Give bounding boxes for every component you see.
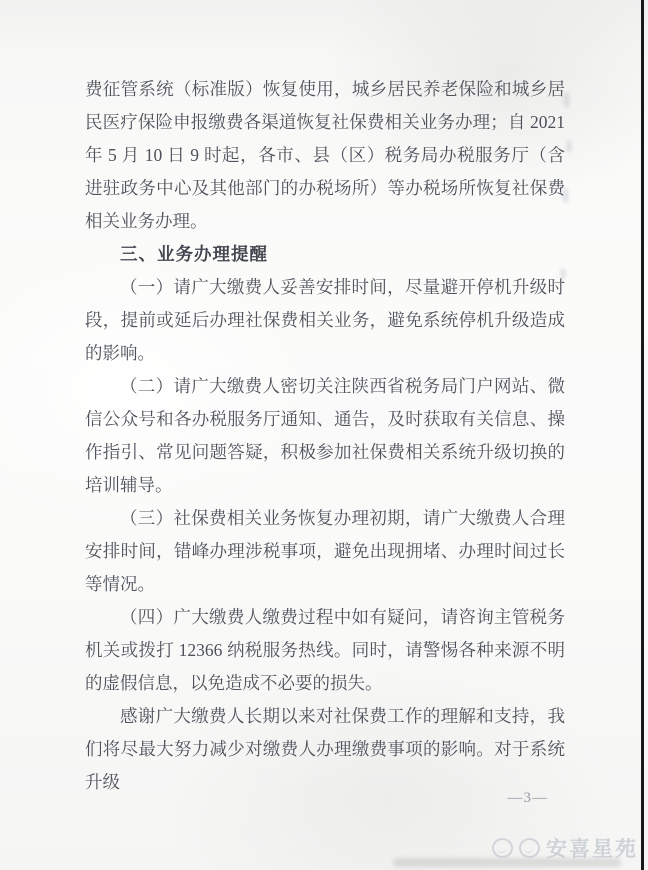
document-body (85, 73, 565, 799)
paragraph-reminder-3: （三）社保费相关业务恢复办理初期，请广大缴费人合理安排时间，错峰办理涉税事项，避免出现拥堵、办理时间过长等情况。 (85, 508, 565, 594)
watermark (492, 833, 638, 863)
smiley-icon (519, 838, 540, 858)
smiley-icon (492, 838, 513, 858)
paragraph-reminder-1: （一）请广大缴费人妥善安排时间，尽量避开停机升级时段，提前或延后办理社保费相关业务，避免系统停机升级造成的影响。 (85, 277, 565, 363)
paragraph-closing: 感谢广大缴费人长期以来对社保费工作的理解和支持，我们将尽最大努力减少对缴费人办理缴费事项的影响。对于系统升级 (85, 706, 565, 792)
scan-edge-line (641, 0, 644, 870)
paragraph-continuation: 费征管系统（标准版）恢复使用，城乡居民养老保险和城乡居民医疗保险申报缴费各渠道恢复社保费相关业务办理；自 2021 年 5 月 10 日 9 时起，各市、县（区）税务局办税服务厅（含进驻政务中心及其他部门的办税场所）等办税场所恢复社保费相关业务办理。 (85, 79, 565, 231)
page-number: —3— (507, 790, 548, 806)
paragraph-reminder-2: （二）请广大缴费人密切关注陕西省税务局门户网站、微信公众号和各办税服务厅通知、通告，及时获取有关信息、操作指引、常见问题答疑，积极参加社保费相关系统升级切换的培训辅导。 (85, 376, 565, 495)
paragraph-reminder-4: （四）广大缴费人缴费过程中如有疑问，请咨询主管税务机关或拨打 12366 纳税服务热线。同时，请警惕各种来源不明的虚假信息，以免造成不必要的损失。 (85, 607, 565, 693)
scan-artifact (566, 140, 572, 153)
watermark-text: 安喜星苑 (546, 838, 638, 861)
section-heading: 三、业务办理提醒 (120, 244, 268, 264)
